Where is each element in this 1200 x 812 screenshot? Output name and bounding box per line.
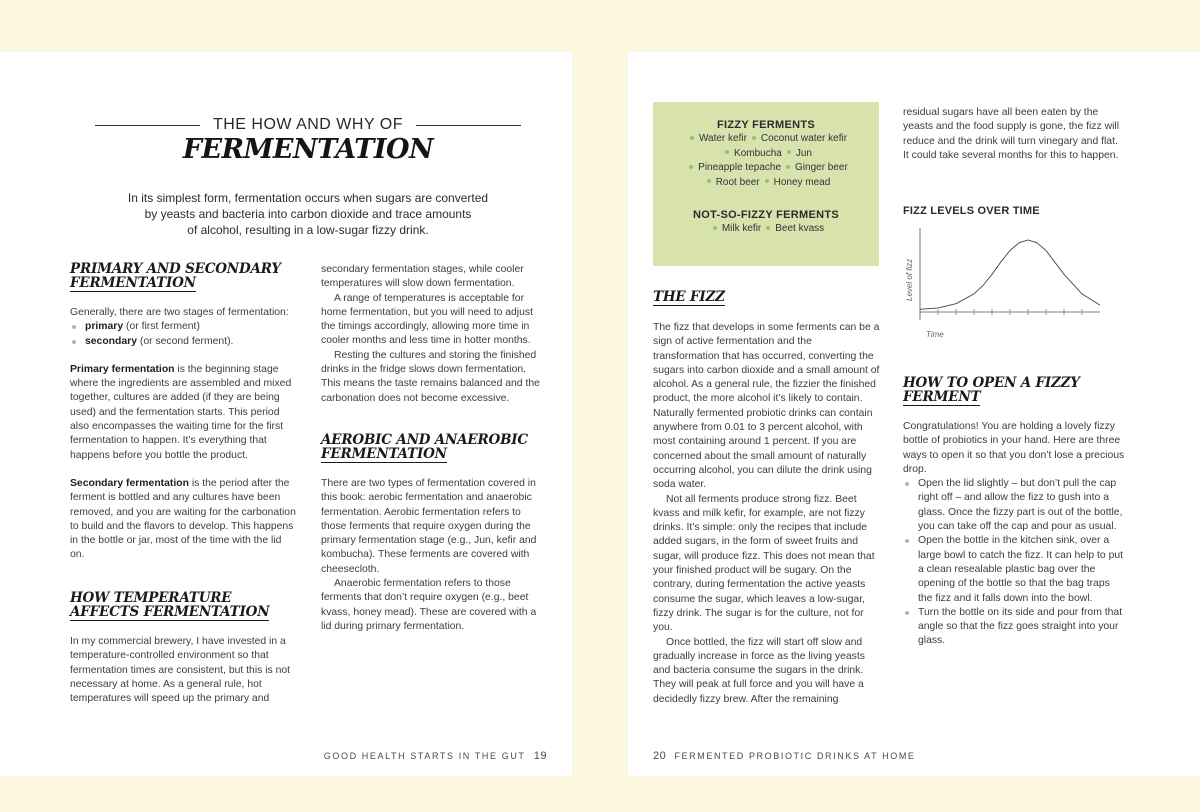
box-title-fizzy: FIZZY FERMENTS [716,119,816,131]
heading-line: AFFECTS FERMENTATION [70,604,270,620]
section-heading-aerobic [321,433,547,463]
heading-line: FERMENTATION [70,275,196,291]
heading-line: PRIMARY AND SECONDARY [70,261,281,277]
heading-line: HOW TEMPERATURE [70,590,232,606]
paragraph: Congratulations! You are holding a lovely fizzy bottle of probiotics in your hand. Here are three ways to open it so that you don’t lose a precious drop. [903,421,1125,475]
paragraph: Resting the cultures and storing the finished drinks in the fridge slows down fermentation. This means the taste remains balanced and the carbonation does not become excessive. [321,349,540,404]
bullet-dot-icon [786,165,790,169]
section-heading-fizz [653,290,881,306]
bullet-dot-icon [752,136,756,140]
ferment-item: Water kefir [698,133,747,144]
ferment-row [653,222,879,237]
left-footer [300,750,547,762]
paragraph: residual sugars have all been eaten by the yeasts and the food supply is gone, the fizz will reduce and the drink will turn vinegary and flat. It could take several months for this to happen. [903,107,1120,161]
chart-title: FIZZ LEVELS OVER TIME [903,205,1040,217]
bullet-dot-icon [725,150,729,154]
paragraph: secondary fermentation stages, while cooler temperatures will slow down fermentation. [321,264,524,290]
list-item [903,606,1125,649]
bold-term: Secondary fermentation [70,477,189,489]
ferment-item: Milk kefir [721,223,762,234]
bold-term: Primary fermentation [70,363,175,375]
intro-line: by yeasts and bacteria into carbon dioxide and trace amounts [144,207,472,221]
paragraph: The fizz that develops in some ferments can be a sign of active fermentation and the transformation that has occurred, converting the sugars into carbon dioxide and a small amount of alcohol. As a general rule, the fizzier the finished product, the more alcohol it’s likely to contain. Naturally fermented probiotic drinks can contain anywhere from 0.01 to 3 percent alcohol, with most containing around 1 percent. If you are concerned about the small amount of naturally occurring alcohol, you can dilute the drink using soda water. [653,322,880,491]
section-heading-open [903,376,1125,406]
paragraph: There are two types of fermentation covered in this book: aerobic fermentation and anaerobic fermentation. Aerobic fermentation refers to those ferments that require oxygen during the primary fermentation stage (e.g., Jun, kefir and kombucha). These ferments are covered with cheesecloth. [321,478,537,575]
ferment-row [653,161,879,176]
list-text: Turn the bottle on its side and pour from that angle so that the fizz goes straight into your glass. [918,606,1123,647]
running-footer: GOOD HEALTH STARTS IN THE GUT [323,751,526,761]
heading-line: FERMENTATION [321,446,447,462]
left-column-1 [70,262,296,563]
page-number: 20 [653,750,667,762]
heading-line: THE FIZZ [653,289,725,305]
list-text: Open the bottle in the kitchen sink, over a large bowl to catch the fizz. It can help to put a clean resealable plastic bag over the opening of the bottle so that the bag traps the fizz and it falls down into the bowl. [918,535,1124,604]
ferment-item: Coconut water kefir [760,133,848,144]
left-column-1-lower [70,591,296,706]
fizz-curve-line [920,240,1100,309]
page-number: 19 [533,750,547,762]
x-axis-label: Time [926,330,944,339]
list-item [70,320,296,334]
paragraph-text: is the period after the ferment is bottled and any cultures have been removed, and you are waiting for the carbonation to build and the flavors to develop. This happens in the bottle or jar, most of the time with the lid on. [70,477,296,561]
page-title: FERMENTATION [182,134,434,165]
bullet-dot-icon [689,165,693,169]
list-item [70,335,296,349]
heading-line: FERMENT [903,389,981,405]
right-footer [653,750,916,762]
intro-line: In its simplest form, fermentation occurs when sugars are converted [127,191,489,205]
left-column-2-lower [321,433,547,634]
section-heading-temperature [70,591,296,621]
heading-line: AEROBIC AND ANAEROBIC [321,432,528,448]
bold-term: primary [85,321,124,333]
bullet-dot-icon [72,340,76,344]
ferment-item: Honey mead [773,176,831,188]
paragraph-text: is the beginning stage where the ingredients are assembled and mixed together, cultures are added (if they are being used) and the fermentation starts. This period also encompasses the waiting time for the first fermentation to happen. It’s everything that happens before you bottle the product. [70,363,292,461]
left-column-2 [321,263,547,406]
bullet-dot-icon [905,611,909,615]
right-page [628,52,1200,776]
ferment-item: Ginger beer [795,162,848,173]
ferment-item: Jun [795,147,812,159]
ferment-item: Pineapple tepache [698,162,782,173]
ferment-item: Kombucha [734,147,782,159]
title-rule-right [416,125,521,126]
ferments-box [653,102,879,266]
right-column-2-lower [903,376,1125,649]
fizz-chart [900,224,1106,344]
bullet-dot-icon [766,226,770,230]
bullet-dot-icon [905,539,909,543]
paragraph: Generally, there are two stages of fermentation: [70,307,289,318]
fizzy-list [653,132,879,190]
paragraph: In my commercial brewery, I have invested in a temperature-controlled environment so that fermentation times are consistent, but this is not necessary at home. As a general rule, hot temperatures will speed up the primary and [70,636,291,705]
bullet-dot-icon [787,150,791,154]
section-heading-primary-secondary [70,262,296,292]
title-kicker: THE HOW AND WHY OF [212,116,404,133]
bold-term: secondary [85,335,137,347]
list-text: Open the lid slightly – but don’t pull the cap right off – and allow the fizz to gush into a glass. Once the fizzy part is out of the bottle, you can take off the cap and pour as usual. [918,478,1123,533]
paragraph [70,477,296,563]
right-column-2 [903,106,1123,163]
paragraph: A range of temperatures is acceptable for home fermentation, but you will need to adjust the timings accordingly, allowing more time in cooler months and less time in hotter months. [321,292,533,347]
ferment-item: Beet kvass [775,223,825,234]
title-rule-left [95,125,200,126]
list-text: (or first ferment) [123,321,200,333]
list-item [903,534,1125,605]
not-fizzy-list [653,222,879,237]
paragraph: Not all ferments produce strong fizz. Beet kvass and milk kefir, for example, are not fizzy drinks. It’s simple: only the recipes that include added sugars, in the form of sweet fruits and sugar, will produce fizz. This does not mean that your finished product will be sugary. On the contrary, during fermentation the active yeasts consume the sugar, which leaves a low-sugar, fizzy drink. The sugar is for the culture, not for you. [653,493,875,634]
bullet-dot-icon [690,136,694,140]
bullet-dot-icon [72,325,76,329]
paragraph: Anaerobic fermentation refers to those ferments that don’t require oxygen (e.g., beet kvass, honey mead). These are covered with a lid during primary fermentation. [321,578,537,632]
box-title-not-fizzy: NOT-SO-FIZZY FERMENTS [692,209,840,221]
running-footer: FERMENTED PROBIOTIC DRINKS AT HOME [674,751,916,761]
ferment-row [653,176,879,191]
y-axis-label: Level of fizz [905,258,914,301]
bullet-dot-icon [765,179,769,183]
intro-line: of alcohol, resulting in a low-sugar fizzy drink. [187,223,429,237]
bullet-dot-icon [707,179,711,183]
right-column-1 [653,290,881,707]
paragraph: Once bottled, the fizz will start off slow and gradually increase in force as the living yeasts and bacteria consume the sugars in the drink. They will peak at full force and you will have a decidedly fizzy brew. After the remaining [653,636,865,705]
list-item [903,477,1125,534]
ferment-row [653,132,879,147]
bullet-dot-icon [713,226,717,230]
ferment-item: Root beer [715,176,760,188]
ferment-row [653,147,879,162]
heading-line: HOW TO OPEN A FIZZY [903,375,1080,391]
list-text: (or second ferment). [136,335,234,347]
intro-text [60,190,556,238]
bullet-dot-icon [905,482,909,486]
paragraph [70,363,296,463]
left-page [0,52,572,776]
